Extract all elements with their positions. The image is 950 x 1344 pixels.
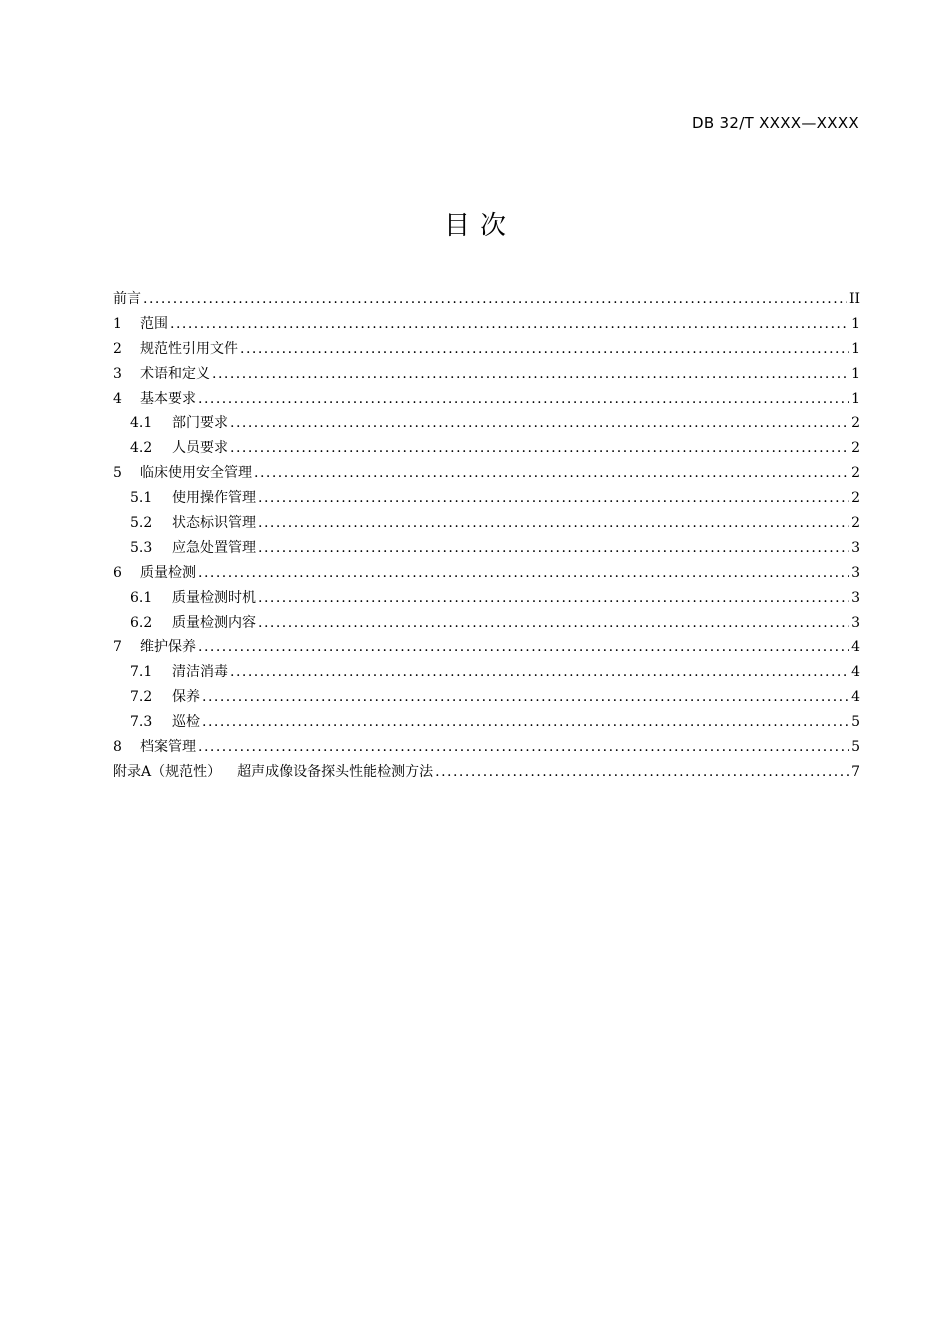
toc-dot-leader <box>202 685 849 710</box>
toc-entry-page: 1 <box>851 340 860 357</box>
toc-dot-leader <box>198 635 849 660</box>
toc-entry-title: 术语和定义 <box>140 365 210 382</box>
toc-entry-number: 6 <box>113 564 122 581</box>
toc-entry[interactable] <box>113 411 860 436</box>
toc-dot-leader <box>198 561 849 586</box>
toc-entry[interactable] <box>113 362 860 387</box>
toc-entry-page: 1 <box>851 315 860 332</box>
toc-dot-leader <box>198 387 849 412</box>
toc-entry-number: 8 <box>113 739 122 756</box>
toc-dot-leader <box>258 586 849 611</box>
toc-dot-leader <box>230 411 849 436</box>
toc-entry-title: 质量检测时机 <box>172 589 256 606</box>
toc-entry-title: 人员要求 <box>172 440 228 457</box>
toc-title: 目次 <box>443 211 516 241</box>
toc-entry-page: 3 <box>851 564 860 581</box>
toc-entry-number: 5.2 <box>130 515 153 532</box>
toc-dot-leader <box>212 362 849 387</box>
toc-entry[interactable] <box>113 660 860 685</box>
toc-entry-title: 应急处置管理 <box>172 539 256 556</box>
toc-dot-leader <box>230 436 849 461</box>
toc-entry-page: 2 <box>851 440 860 457</box>
toc-entry-title: 规范性引用文件 <box>140 340 238 357</box>
toc-dot-leader <box>143 287 847 312</box>
toc-entry-page: 7 <box>851 763 860 780</box>
toc-entry-title: 保养 <box>172 689 200 706</box>
toc-entry[interactable] <box>113 635 860 660</box>
toc-entry-number: 1 <box>113 315 122 332</box>
toc-entry-page: 5 <box>851 739 860 756</box>
toc-dot-leader <box>258 611 849 636</box>
toc-entry-title: 基本要求 <box>140 390 196 407</box>
toc-entry-number: 附录A（规范性） <box>113 763 222 780</box>
toc-entry-page: 3 <box>851 589 860 606</box>
toc-entry-page: 1 <box>851 390 860 407</box>
toc-entry-number: 4.1 <box>130 415 153 432</box>
toc-entry-title: 巡检 <box>172 714 200 731</box>
toc-dot-leader <box>230 660 849 685</box>
toc-entry[interactable] <box>113 586 860 611</box>
toc-entry-page: 2 <box>851 490 860 507</box>
toc-entry[interactable] <box>113 312 860 337</box>
toc-entry-page: 4 <box>851 664 860 681</box>
toc-entry[interactable] <box>113 436 860 461</box>
toc-entry-number: 5.3 <box>130 539 153 556</box>
toc-entry-title: 档案管理 <box>140 739 196 756</box>
toc-entry-page: 4 <box>851 689 860 706</box>
toc-entry[interactable] <box>113 387 860 412</box>
toc-entry[interactable] <box>113 685 860 710</box>
toc-entry[interactable] <box>113 760 860 785</box>
toc-entry-number: 3 <box>113 365 122 382</box>
toc-dot-leader <box>202 710 849 735</box>
toc-entry-title: 质量检测 <box>140 564 196 581</box>
toc-entry[interactable] <box>113 735 860 760</box>
toc-entry[interactable] <box>113 511 860 536</box>
toc-entry-page: 2 <box>851 515 860 532</box>
toc-entry-number: 5 <box>113 465 122 482</box>
toc-entry[interactable] <box>113 287 860 312</box>
toc-entry-title: 前言 <box>113 291 141 307</box>
table-of-contents <box>113 287 860 785</box>
toc-dot-leader <box>258 486 849 511</box>
toc-entry-number: 6.1 <box>130 589 153 606</box>
toc-dot-leader <box>258 536 849 561</box>
toc-dot-leader <box>240 337 849 362</box>
toc-entry-page: 1 <box>851 365 860 382</box>
toc-entry[interactable] <box>113 561 860 586</box>
toc-entry-title: 维护保养 <box>140 639 196 656</box>
toc-entry-title: 质量检测内容 <box>172 614 256 631</box>
toc-entry-number: 4 <box>113 390 122 407</box>
standard-code: DB 32/T XXXX—XXXX <box>692 114 859 132</box>
toc-entry[interactable] <box>113 710 860 735</box>
toc-entry-page: 2 <box>851 415 860 432</box>
toc-entry-number: 7.1 <box>130 664 153 681</box>
toc-entry-page: 4 <box>851 639 860 656</box>
toc-entry-page: 3 <box>851 539 860 556</box>
toc-entry-title: 临床使用安全管理 <box>140 465 252 482</box>
toc-dot-leader <box>198 735 849 760</box>
toc-entry-number: 4.2 <box>130 440 153 457</box>
toc-entry-title: 超声成像设备探头性能检测方法 <box>237 763 434 780</box>
toc-entry-number: 2 <box>113 340 122 357</box>
toc-entry-title: 部门要求 <box>172 415 228 432</box>
toc-entry-page: 5 <box>851 714 860 731</box>
toc-entry-number: 5.1 <box>130 490 153 507</box>
toc-entry-page: II <box>848 291 860 307</box>
toc-entry[interactable] <box>113 461 860 486</box>
toc-dot-leader <box>170 312 849 337</box>
toc-dot-leader <box>258 511 849 536</box>
toc-entry-number: 7.3 <box>130 714 153 731</box>
toc-entry-number: 7.2 <box>130 689 153 706</box>
toc-entry-title: 使用操作管理 <box>172 490 256 507</box>
toc-dot-leader <box>435 760 849 785</box>
toc-entry[interactable] <box>113 611 860 636</box>
toc-dot-leader <box>254 461 849 486</box>
toc-entry-page: 3 <box>851 614 860 631</box>
toc-entry-title: 清洁消毒 <box>172 664 228 681</box>
toc-entry-page: 2 <box>851 465 860 482</box>
toc-entry-title: 范围 <box>140 315 168 332</box>
toc-entry[interactable] <box>113 486 860 511</box>
toc-entry-number: 7 <box>113 639 122 656</box>
toc-entry[interactable] <box>113 536 860 561</box>
toc-entry-number: 6.2 <box>130 614 153 631</box>
toc-entry-title: 状态标识管理 <box>172 515 256 532</box>
toc-entry[interactable] <box>113 337 860 362</box>
